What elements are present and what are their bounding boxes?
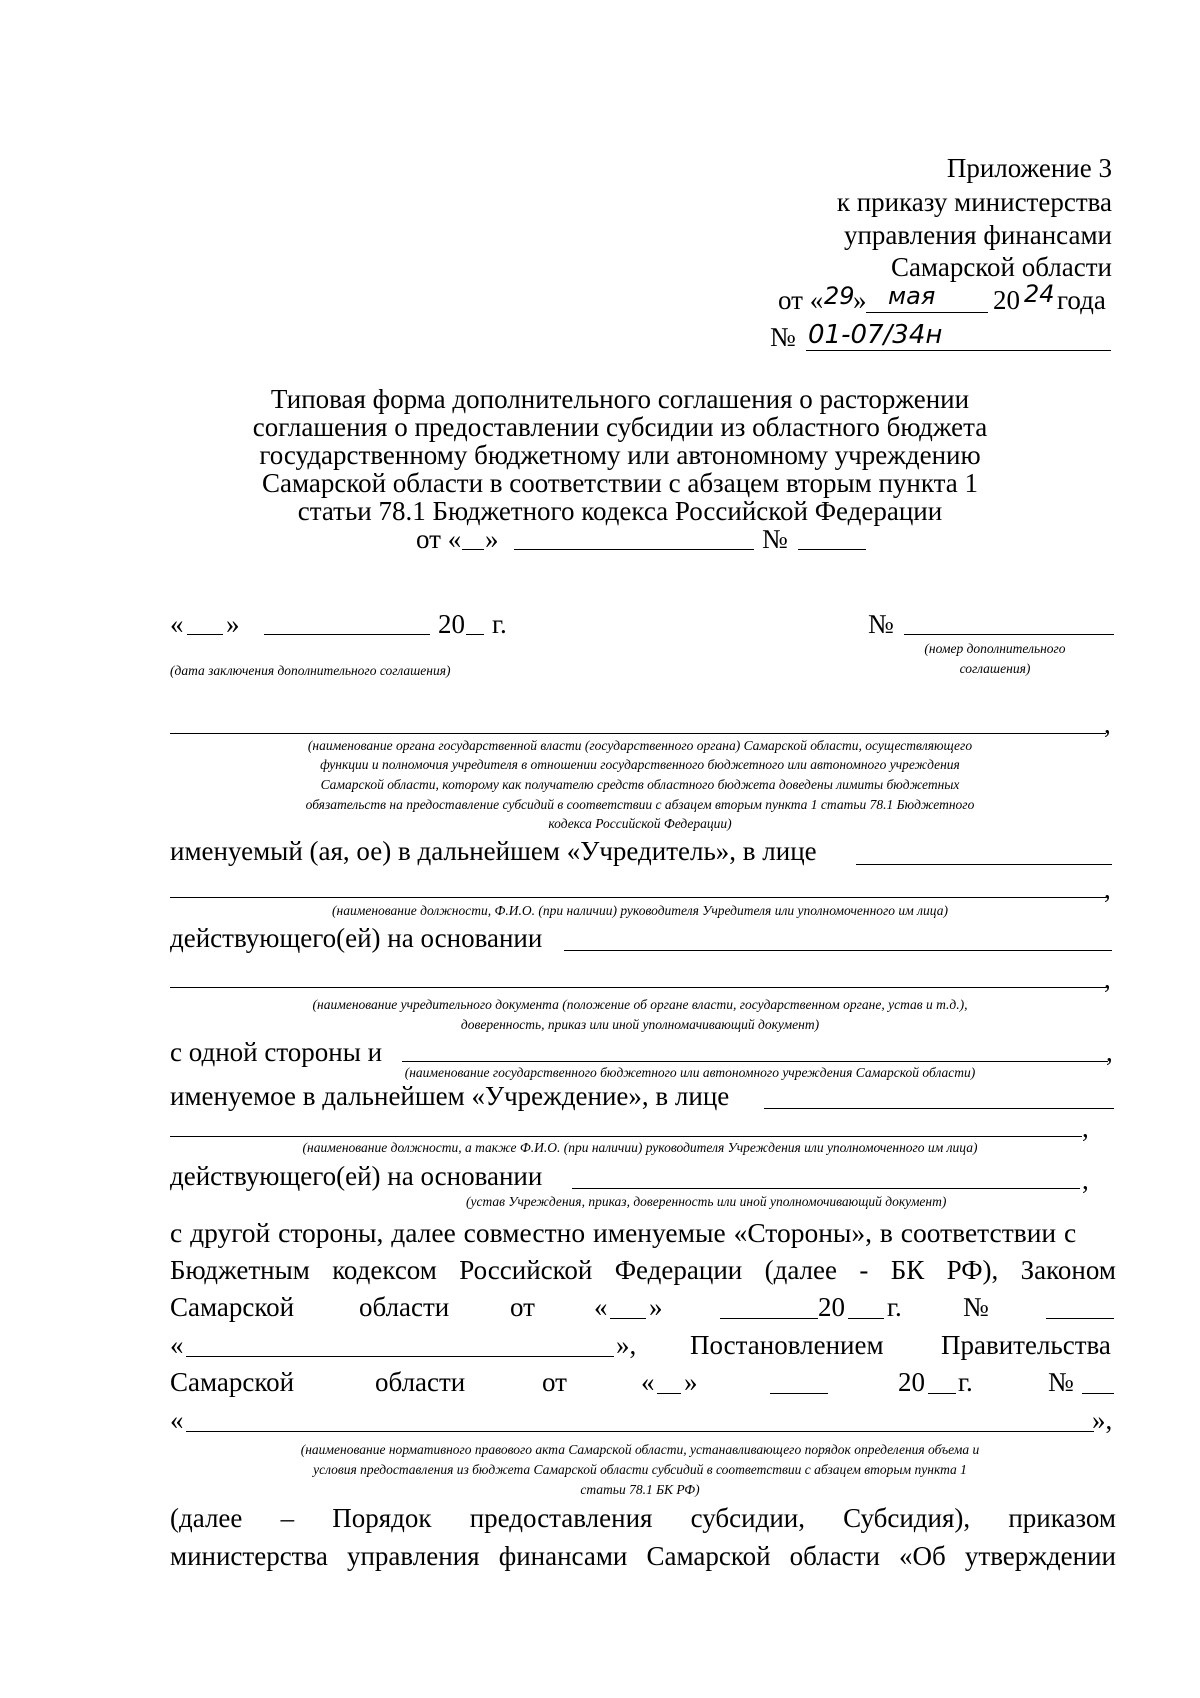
founding-doc-comma: , [1104,964,1111,994]
resolution-number-underline [1082,1393,1114,1394]
appendix-line-3: управления финансами [843,220,1112,250]
body-line-5-word: г. [958,1367,973,1397]
organ-caption-5: кодекса Российской Федерации) [548,816,732,831]
law-number-underline [1046,1318,1114,1319]
body-line-3-word: Самарской [170,1292,295,1322]
appendix-number-value: 01-07/34н [808,320,943,350]
body-line-7-word: Порядок [332,1503,432,1533]
appendix-year-word: года [1057,285,1106,315]
institution-text: именуемое в дальнейшем «Учреждение», в лице [170,1081,730,1111]
body-line-2-word: - [859,1255,869,1285]
acting-basis-text-1: действующего(ей) на основании [170,923,543,953]
body-line-7-word: (далее [170,1503,243,1533]
body-line-3-word: 20 [818,1292,845,1322]
body-line-2 [170,1254,1116,1286]
body-line-7-word: предоставления [469,1503,653,1533]
law-name-close: », [616,1330,637,1360]
institution-head-comma: , [1082,1113,1089,1143]
body-line-5-word: области [375,1367,466,1397]
founder-rep-underline [856,864,1112,865]
resolution-month-underline [770,1393,828,1394]
npa-name-underline [186,1431,1094,1432]
appendix-month-underline [866,312,988,313]
body-line-2-word: БК [890,1255,925,1285]
founder-head-line [170,897,1106,898]
appendix-year-suffix: 24 [1024,280,1055,308]
institution-head-caption: (наименование должности, а также Ф.И.О. (при наличии) руководителя Учреждения или уполномоченного им лица) [302,1140,978,1155]
resolution-year-underline [928,1393,956,1394]
appendix-date-day: 29 [824,282,855,310]
body-line-2-word: Бюджетным [170,1255,310,1285]
body-line-8-word: министерства [170,1541,328,1571]
law-name-underline [186,1356,614,1357]
appendix-date-prefix: от « [778,285,824,315]
title-from-prefix: от « [416,524,462,554]
charter-caption: (устав Учреждения, приказ, доверенность или иной уполномочивающий документ) [466,1194,947,1209]
body-line-7-word: – [280,1503,295,1533]
npa-caption-1: (наименование нормативного правового акта Самарской области, устанавливающего порядок определения объема и [300,1442,980,1457]
appendix-number-prefix: № [770,322,796,352]
law-day-underline [610,1318,646,1319]
organ-name-comma: , [1104,709,1111,739]
agreement-date-caption: (дата заключения дополнительного соглашения) [170,663,451,678]
body-line-3-word: » [649,1292,663,1322]
agreement-month-underline [264,634,430,635]
appendix-date-month: мая [888,282,936,310]
title-day-underline [462,549,484,550]
title-line-3: государственному бюджетному или автономному учреждению [259,440,981,470]
body-line-8-word: Самарской [646,1541,771,1571]
body-line-5-word: от [542,1367,567,1397]
body-line-8-word: утверждении [964,1541,1116,1571]
organ-caption-2: функции и полномочия учредителя в отношении государственного бюджетного или автономного учреждения [320,757,960,772]
title-date-underline [514,549,754,550]
body-line-7-word: Субсидия), [843,1503,971,1533]
npa-name-open: « [170,1405,184,1435]
body-line-8-word: «Об [899,1541,946,1571]
npa-name-close: », [1092,1405,1113,1435]
acting-basis-comma-2: , [1082,1165,1089,1195]
title-line-4: Самарской области в соответствии с абзацем вторым пункта 1 [261,468,978,498]
body-line-4-government: Правительства [941,1330,1111,1360]
agreement-year-underline [466,634,484,635]
body-line-3-word: « [594,1292,608,1322]
body-line-2-word: Законом [1020,1255,1116,1285]
body-line-2-word: Федерации [614,1255,743,1285]
acting-basis-underline-2 [572,1188,1080,1189]
organ-name-line [170,733,1106,734]
agreement-year-suffix: г. [492,609,507,639]
agreement-number-caption-1: (номер дополнительного [924,641,1066,656]
body-line-8 [170,1540,1116,1572]
body-line-8-word: финансами [498,1541,628,1571]
title-line-1: Типовая форма дополнительного соглашения о расторжении [270,384,970,414]
agreement-date-close: » [226,609,240,639]
npa-caption-3: статьи 78.1 БК РФ) [580,1482,700,1497]
body-line-7-word: приказом [1008,1503,1116,1533]
agreement-day-underline [187,634,223,635]
acting-basis-underline-1 [564,950,1112,951]
body-line-5-word: Самарской [170,1367,295,1397]
body-line-5-word: № [1048,1367,1074,1397]
appendix-line-1: Приложение 3 [946,153,1112,183]
body-line-3-word: от [510,1292,535,1322]
title-number-sign: № [762,524,788,554]
institution-head-line [170,1136,1082,1137]
organ-caption-1: (наименование органа государственной власти (государственного органа) Самарской области, осуществляющего [307,738,973,753]
resolution-day-underline [657,1393,681,1394]
founding-doc-caption-1: (наименование учредительного документа (положение об органе власти, государственном органе, устав и т.д.), [312,997,968,1012]
body-line-2-word: кодексом [332,1255,437,1285]
body-line-2-word: Российской [459,1255,593,1285]
law-month-underline [720,1318,818,1319]
founding-doc-caption-2: доверенность, приказ или иной уполномачивающий документ) [460,1017,820,1032]
founder-head-caption: (наименование должности, Ф.И.О. (при наличии) руководителя Учредителя или уполномоченного им лица) [332,903,948,918]
body-line-2-word: РФ), [946,1255,999,1285]
institution-name-comma: , [1106,1037,1113,1067]
institution-name-line [402,1061,1108,1062]
body-line-3-word: № [963,1292,989,1322]
law-year-underline [848,1318,884,1319]
npa-caption-2: условия предоставления из бюджета Самарской области субсидий в соответствии с абзацем вторым пункта 1 [313,1462,967,1477]
body-line-8-word: области [789,1541,880,1571]
body-line-1: с другой стороны, далее совместно именуемые «Стороны», в соответствии с [170,1217,1077,1248]
body-line-2-word: (далее [764,1255,837,1285]
agreement-number-underline [904,634,1114,635]
body-line-4-resolution: Постановлением [690,1330,884,1360]
appendix-year-prefix: 20 [993,285,1020,315]
body-line-7-word: субсидии, [690,1503,805,1533]
appendix-date-close: » [853,285,867,315]
body-line-8-word: управления [346,1541,480,1571]
title-from-close: » [485,524,499,554]
body-line-5-word: » [684,1367,698,1397]
acting-basis-text-2: действующего(ей) на основании [170,1161,543,1191]
title-line-2: соглашения о предоставлении субсидии из областного бюджета [252,412,988,442]
founder-head-comma: , [1104,874,1111,904]
body-line-5-word: 20 [898,1367,925,1397]
founder-text: именуемый (ая, ое) в дальнейшем «Учредитель», в лице [170,836,817,866]
founding-doc-line [170,987,1106,988]
title-line-5: статьи 78.1 Бюджетного кодекса Российской Федерации [297,496,943,526]
institution-caption: (наименование государственного бюджетного или автономного учреждения Самарской области) [404,1065,976,1080]
agreement-date-open: « [170,609,184,639]
body-line-3-word: области [359,1292,450,1322]
appendix-number-underline [806,350,1111,351]
body-line-5-word: « [641,1367,655,1397]
organ-caption-3: Самарской области, которому как получателю средств областного бюджета доведены лимиты бюджетных [320,777,960,792]
agreement-year: 20 [438,609,465,639]
body-line-3-word: г. [887,1292,902,1322]
body-line-7 [170,1502,1116,1534]
organ-caption-4: обязательств на предоставление субсидий в соответствии с абзацем вторым пункта 1 статьи 78.1 Бюджетного [305,797,975,812]
agreement-number-sign: № [868,609,894,639]
appendix-line-2: к приказу министерства [836,187,1112,217]
title-number-underline [798,549,866,550]
law-name-open: « [170,1330,184,1360]
institution-rep-underline [764,1108,1114,1109]
appendix-line-4: Самарской области [890,252,1112,282]
one-side-text: с одной стороны и [170,1037,383,1067]
agreement-number-caption-2: соглашения) [959,661,1031,676]
